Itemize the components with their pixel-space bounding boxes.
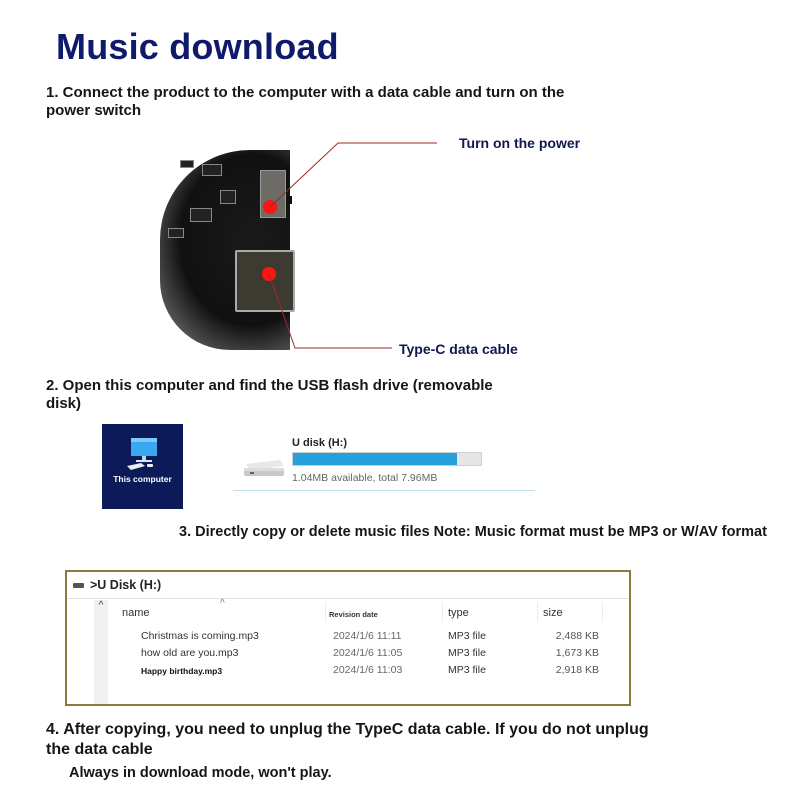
file-size: 2,918 KB xyxy=(555,664,599,676)
file-date: 2024/1/6 11:03 xyxy=(333,664,403,676)
drive-usage-bar xyxy=(292,452,482,466)
file-row[interactable] xyxy=(67,647,627,663)
usb-c-port xyxy=(235,250,295,312)
step-1-text: 1. Connect the product to the computer with a data cable and turn on the power switch xyxy=(46,84,565,119)
usb-marker-dot xyxy=(262,267,276,281)
column-header-date[interactable]: Revision date xyxy=(329,610,378,619)
file-name: Happy birthday.mp3 xyxy=(141,666,223,676)
step-4-note: Always in download mode, won't play. xyxy=(69,765,332,781)
column-header-size[interactable]: size xyxy=(543,607,563,619)
step-4-text: 4. After copying, you need to unplug the TypeC data cable. If you do not unplug the data cable xyxy=(46,721,649,758)
column-header-name[interactable]: name xyxy=(122,607,150,619)
file-date: 2024/1/6 11:11 xyxy=(333,630,402,642)
file-size: 2,488 KB xyxy=(555,630,599,642)
power-switch-knob xyxy=(286,196,292,204)
column-header-type[interactable]: type xyxy=(448,607,469,619)
power-marker-dot xyxy=(263,200,277,214)
hard-drive-icon xyxy=(242,458,286,478)
chip-component xyxy=(180,160,194,168)
chip-component xyxy=(168,228,184,238)
chip-component xyxy=(190,208,212,222)
file-type: MP3 file xyxy=(448,630,486,642)
explorer-path xyxy=(73,578,161,592)
chevron-up-icon[interactable]: ^ xyxy=(98,600,104,611)
column-divider[interactable] xyxy=(442,602,443,622)
chip-component xyxy=(220,190,236,204)
explorer-path-label[interactable]: >U Disk (H:) xyxy=(90,578,162,592)
column-divider[interactable] xyxy=(602,602,603,622)
drive-divider xyxy=(233,490,535,491)
drive-name[interactable]: U disk (H:) xyxy=(292,437,347,449)
file-type: MP3 file xyxy=(448,664,486,676)
step-2-text: 2. Open this computer and find the USB flash drive (removable disk) xyxy=(46,377,493,412)
this-computer-tile[interactable] xyxy=(102,424,183,509)
file-size: 1,673 KB xyxy=(555,647,599,659)
file-row[interactable] xyxy=(67,664,627,680)
file-name: how old are you.mp3 xyxy=(141,647,239,659)
step-3-text: 3. Directly copy or delete music files Note: Music format must be MP3 or W/AV format xyxy=(179,524,767,540)
callout-type-c-cable: Type-C data cable xyxy=(399,341,518,357)
callout-turn-on-power: Turn on the power xyxy=(459,135,581,151)
file-row[interactable] xyxy=(67,630,627,646)
column-divider[interactable] xyxy=(537,602,538,622)
chip-component xyxy=(202,164,222,176)
drive-capacity-text: 1.04MB available, total 7.96MB xyxy=(292,472,438,484)
drive-mini-icon xyxy=(73,583,84,588)
file-date: 2024/1/6 11:05 xyxy=(333,647,403,659)
pcb-illustration xyxy=(160,150,320,360)
this-computer-label: This computer xyxy=(113,474,172,484)
column-divider[interactable] xyxy=(325,602,326,622)
file-type: MP3 file xyxy=(448,647,486,659)
sort-ascending-icon: ^ xyxy=(220,598,225,609)
drive-usage-fill xyxy=(293,453,457,465)
page-title: Music download xyxy=(56,26,339,67)
explorer-divider xyxy=(67,598,629,599)
monitor-icon xyxy=(127,436,159,472)
file-name: Christmas is coming.mp3 xyxy=(141,630,259,642)
file-explorer-window xyxy=(65,570,631,706)
